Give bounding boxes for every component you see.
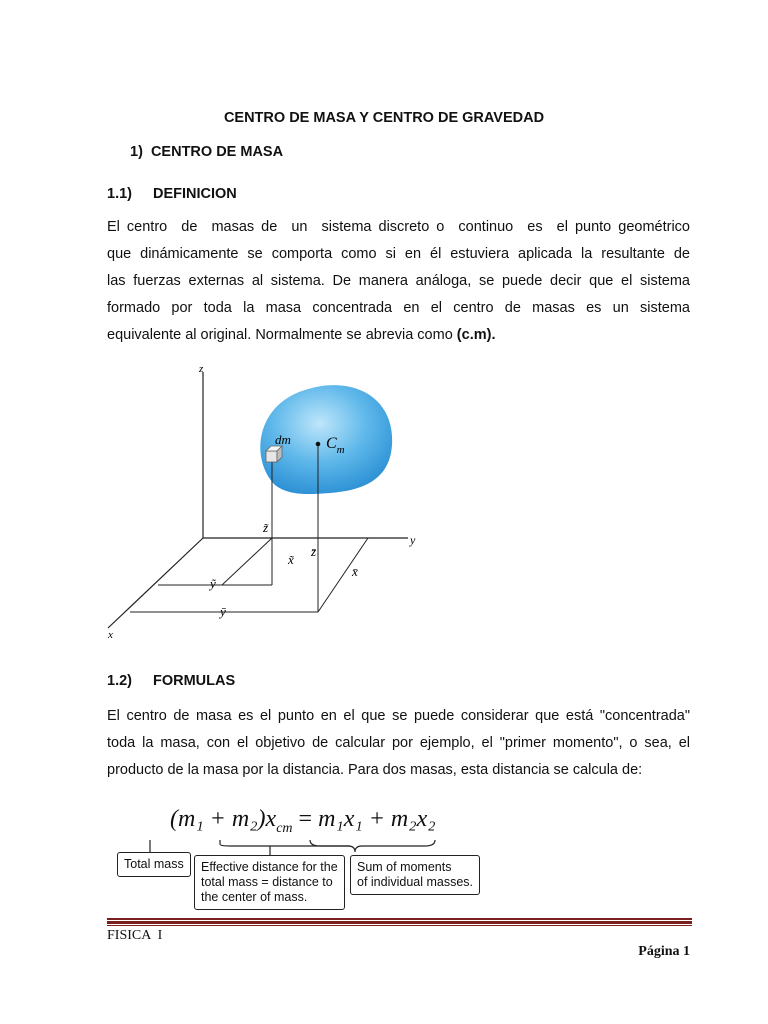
box-line: Effective distance for the — [201, 860, 338, 874]
formula-lhs: (m₁ + m₂)x — [170, 806, 277, 832]
paragraph-line: El centro de masa es el punto en el que se puede considerar que está "concentrada" — [107, 708, 690, 724]
paragraph-line — [107, 322, 690, 349]
z-axis-label: z — [199, 363, 204, 375]
x-axis — [108, 538, 203, 628]
total-mass-label: Total mass — [124, 857, 184, 871]
dm-element-cube — [266, 446, 282, 462]
footer-page-number: Página 1 — [638, 944, 690, 959]
paragraph-line: El centro de masas de un sistema discreto o continuo es el punto geométrico — [107, 219, 690, 235]
subsection-number: 1.1) — [107, 186, 132, 202]
footer-course: FISICA I — [107, 928, 163, 943]
x-axis-label: x — [108, 629, 113, 641]
formula-lhs-subscript: cm — [276, 820, 293, 836]
z-bar-label: z̄ — [311, 544, 317, 559]
y-axis-label: y — [410, 533, 416, 547]
effective-distance-box — [194, 855, 345, 910]
paragraph-line: las fuerzas externas al sistema. De manera análoga, se puede decir que el sistema — [107, 273, 690, 289]
box-line: of individual masses. — [357, 875, 474, 889]
box-line: total mass = distance to — [201, 875, 333, 889]
formula-equals: = — [298, 806, 313, 832]
formulas-paragraph — [107, 703, 690, 784]
center-of-mass-point — [316, 442, 321, 447]
footer-rule — [107, 918, 692, 926]
center-of-mass-figure — [100, 360, 430, 645]
abbreviation: (c.m). — [456, 327, 496, 343]
paragraph-line: toda la masa, con el objetivo de calcular por ejemplo, el "primer momento", o sea, el — [107, 735, 690, 751]
x-tilde-label: x̃ — [288, 552, 294, 567]
subsection-label: DEFINICION — [153, 186, 237, 202]
paragraph-line: producto de la masa por la distancia. Para dos masas, esta distancia se calcula de: — [107, 762, 643, 778]
page-title: CENTRO DE MASA Y CENTRO DE GRAVEDAD — [223, 110, 545, 126]
paragraph-line: que dinámicamente se comporta como si en él estuviera aplicada la resultante de — [107, 246, 690, 262]
subsection-label: FORMULAS — [153, 673, 236, 689]
z-tilde-label: z̃ — [263, 520, 269, 535]
y-bar-label: ȳ — [220, 604, 226, 619]
box-line: the center of mass. — [201, 890, 308, 904]
subsection-heading-definicion — [107, 186, 237, 202]
sum-of-moments-box — [350, 855, 480, 895]
y-tilde-label: ỹ — [210, 576, 216, 591]
section-heading-centro-de-masa: 1) CENTRO DE MASA — [130, 144, 284, 160]
subsection-number: 1.2) — [107, 673, 132, 689]
paragraph-text: equivalente al original. Normalmente se abrevia como — [107, 327, 457, 343]
total-mass-box — [117, 852, 191, 877]
definition-paragraph — [107, 214, 690, 349]
cm-label: $C_m$ — [326, 435, 345, 456]
x-bar-label: x̄ — [352, 564, 358, 579]
paragraph-line: formado por toda la masa concentrada en el centro de masas es un sistema — [107, 300, 690, 316]
formula-rhs: m₁x₁ + m₂x₂ — [318, 806, 436, 832]
center-of-mass-formula — [170, 806, 436, 837]
box-line: Sum of moments — [357, 860, 452, 874]
subsection-heading-formulas — [107, 673, 235, 689]
dm-label: dm — [275, 432, 291, 447]
